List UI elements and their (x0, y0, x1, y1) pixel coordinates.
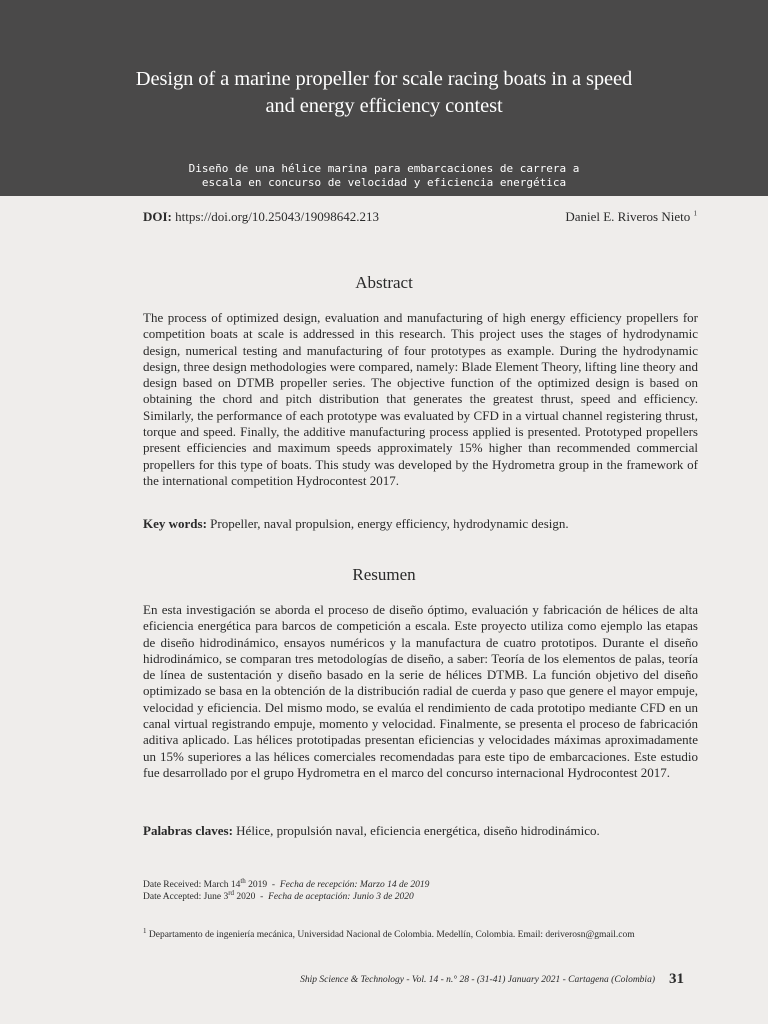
date-accepted-year: 2020 (234, 892, 256, 902)
date-received-year: 2019 (245, 880, 268, 890)
fecha-recepcion: Fecha de recepción: Marzo 14 de 2019 (279, 880, 430, 890)
date-separator: - (260, 892, 264, 902)
footnote-text: Departamento de ingeniería mecánica, Universidad Nacional de Colombia. Medellín, Colombia. Email: deriverosn@gmail.com (148, 930, 635, 940)
doi-line (143, 209, 379, 225)
author-name: Daniel E. Riveros Nieto (565, 209, 691, 224)
keywords-text: Propeller, naval propulsion, energy efficiency, hydrodynamic design. (210, 516, 569, 531)
affiliation-footnote (143, 926, 635, 940)
palabras-claves-text: Hélice, propulsión naval, eficiencia energética, diseño hidrodinámico. (236, 823, 600, 838)
author-footnote-marker: 1 (693, 209, 697, 218)
doi-label: DOI: (143, 209, 172, 224)
abstract-keywords (143, 516, 569, 532)
page-number: 31 (669, 971, 684, 987)
date-separator: - (271, 880, 276, 890)
fecha-aceptacion: Fecha de aceptación: Junio 3 de 2020 (268, 892, 414, 902)
date-accepted-sup: rd (228, 888, 235, 897)
date-accepted-line (143, 888, 429, 903)
resumen-keywords (143, 823, 600, 839)
author-line (565, 209, 697, 225)
abstract-text: The process of optimized design, evaluation and manufacturing of high energy efficiency propellers for competition boats at scale is addressed in this research. This project uses the stages of hydrodynamic design, numerical testing and manufacturing of four prototypes as example. During the hydrodynamic design, three design methodologies were compared, namely: Blade Element Theory, lifting line theory and design based on DTMB propeller series. The objective function of the optimized design is based on obtaining the chord and pitch distribution that generates the greatest thrust, speed and efficiency. Similarly, the performance of each prototype was evaluated by CFD in a virtual channel registering thrust, torque and speed. Finally, the additive manufacturing process applied is presented. Prototyped propellers present efficiencies and maximum speeds approximately 15% higher than recommended commercial propellers for this type of boats. This study was developed by the Hydrometra group in the framework of the international competition Hydrocontest 2017. (143, 310, 698, 488)
date-received: Date Received: March 14 (143, 880, 241, 890)
paper-subtitle-spanish: Diseño de una hélice marina para embarcaciones de carrera a escala en concurso de velocidad y eficiencia energética (188, 162, 580, 189)
resumen-heading: Resumen (352, 565, 416, 584)
footnote-marker: 1 (143, 926, 147, 935)
resumen-text: En esta investigación se aborda el proceso de diseño óptimo, evaluación y fabricación de hélices de alta eficiencia energética para barcos de competición a escala. Este proyecto utiliza como ejemplo las etapas de diseño hidrodinámico, ensayos numéricos y la manufactura de cuatro prototipos. Durante el diseño hidrodinámico, se comparan tres metodologías de diseño, a saber: Teoría de los elementos de palas, teoría de línea de sustentación y diseño basado en la serie de hélices DTMB. La función objetivo del diseño optimizado se basa en la obtención de la distribución radial de cuerda y paso que genere el mayor empuje, velocidad y eficiencia. Del mismo modo, se evalúa el rendimiento de cada prototipo mediante CFD en un canal virtual registrando empuje, momento y velocidad. Finalmente, se presenta el proceso de fabricación aditiva aplicado. Las hélices prototipadas presentan eficiencias y velocidades máximas aproximadamente un 15% superiores a las hélices comerciales recomendadas para este tipo de embarcaciones. Este estudio fue desarrollado por el grupo Hydrometra en el marco del concurso internacional Hydrocontest 2017. (143, 602, 698, 780)
date-accepted: Date Accepted: June 3 (143, 892, 229, 902)
title-banner (0, 0, 768, 196)
paper-title: Design of a marine propeller for scale racing boats in a speed and energy efficiency contest (135, 68, 633, 117)
palabras-claves-label: Palabras claves: (143, 823, 233, 838)
abstract-heading: Abstract (355, 273, 413, 292)
running-footer: Ship Science & Technology - Vol. 14 - n.° 28 - (31-41) January 2021 - Cartagena (Colombia) (300, 975, 655, 985)
date-received-sup: th (240, 876, 246, 885)
submission-dates (143, 876, 430, 903)
doi-link[interactable]: https://doi.org/10.25043/19098642.213 (175, 209, 379, 224)
keywords-label: Key words: (143, 516, 207, 531)
date-received-line (143, 876, 430, 891)
